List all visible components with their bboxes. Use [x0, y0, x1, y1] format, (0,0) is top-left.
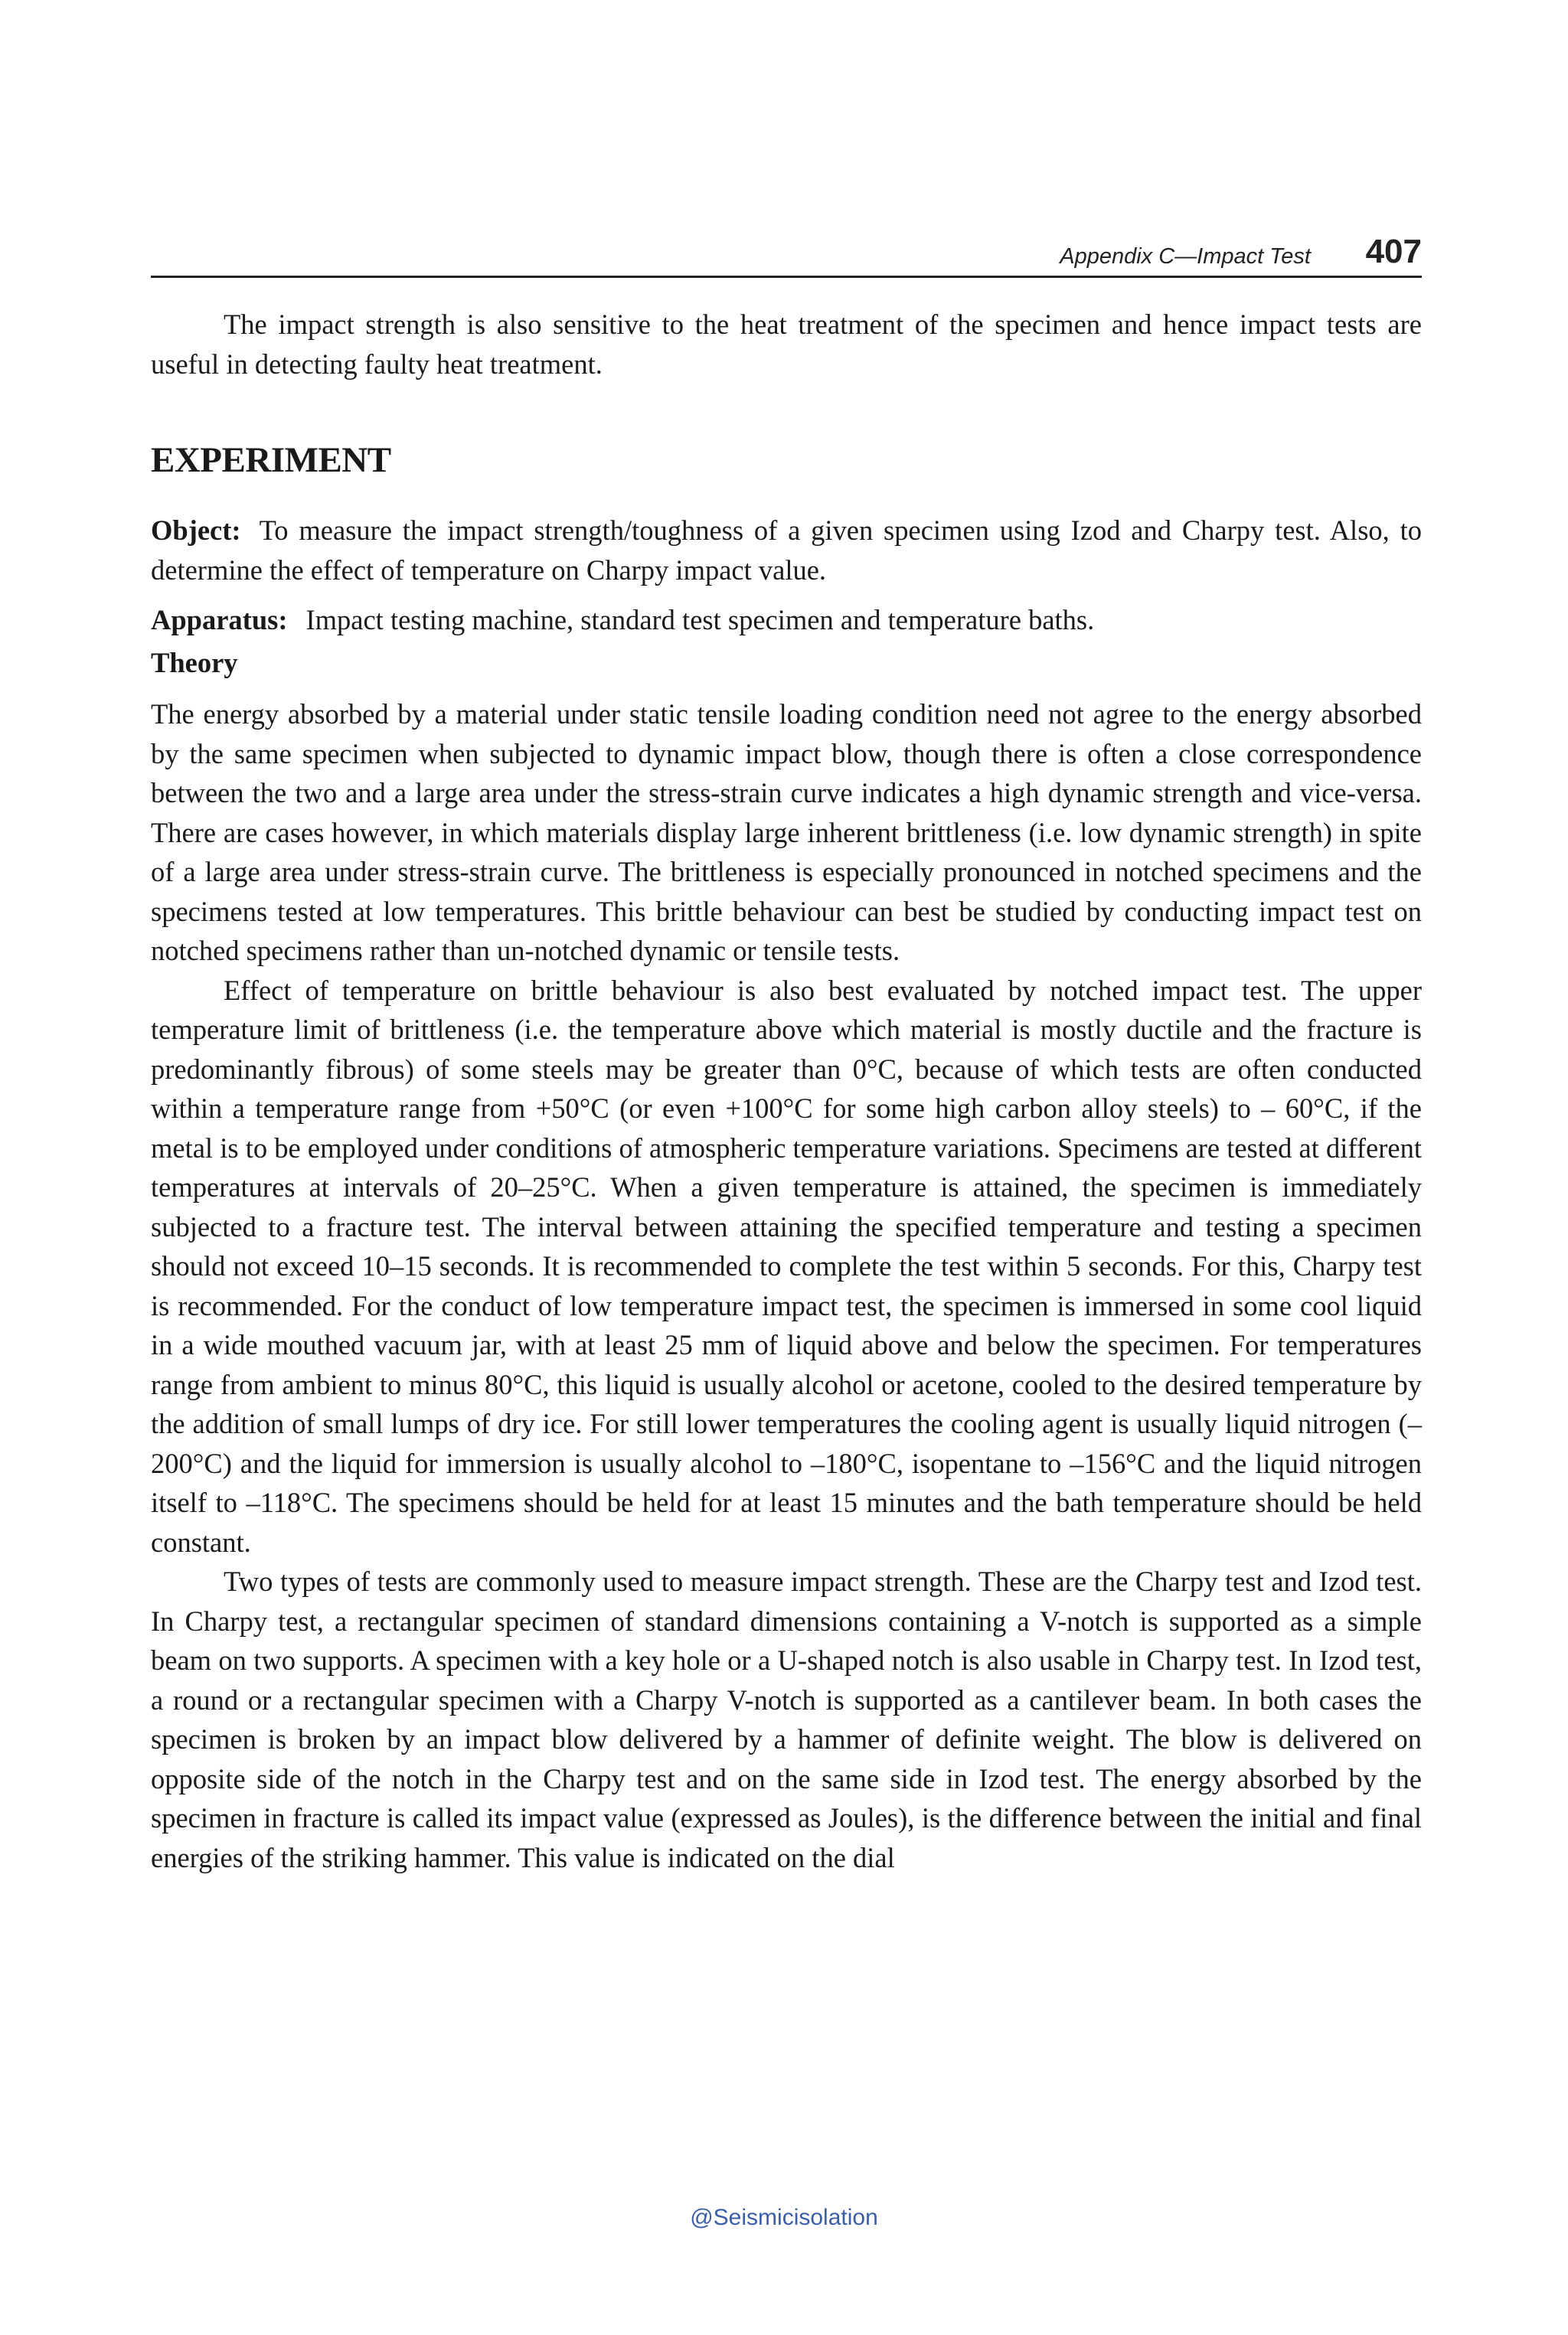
theory-heading: Theory — [151, 646, 238, 678]
object-text: To measure the impact strength/toughness of a given specimen using Izod and Charpy test. Also, to determine the effect of temperature on Charpy impact value. — [151, 514, 1422, 586]
page-body — [151, 305, 1422, 1877]
page-number: 407 — [1365, 233, 1422, 270]
object-label: Object: — [151, 514, 241, 546]
intro-paragraph: The impact strength is also sensitive to the heat treatment of the specimen and hence impact tests are useful in detecting faulty heat treatment. — [151, 309, 1422, 380]
section-heading: EXPERIMENT — [151, 440, 391, 480]
theory-paragraph: The energy absorbed by a material under static tensile loading condition need not agree to the energy absorbed by the same specimen when subjected to dynamic impact blow, though there is often a close correspondence between the two and a large area under the stress-strain curve indicates a high dynamic strength and vice-versa. There are cases however, in which materials display large inherent brittleness (i.e. low dynamic strength) in spite of a large area under stress-strain curve. The brittleness is especially pronounced in notched specimens and the specimens tested at low temperatures. This brittle behaviour can best be studied by conducting impact test on notched specimens rather than un-notched dynamic or tensile tests. — [151, 698, 1422, 966]
apparatus-paragraph — [151, 600, 1422, 640]
apparatus-label: Apparatus: — [151, 604, 288, 635]
watermark: @Seismicisolation — [690, 2205, 878, 2230]
page-header — [151, 227, 1422, 278]
apparatus-text: Impact testing machine, standard test specimen and temperature baths. — [305, 604, 1095, 635]
running-head: Appendix C—Impact Test — [1060, 244, 1311, 269]
object-paragraph — [151, 511, 1422, 589]
theory-paragraph: Two types of tests are commonly used to measure impact strength. These are the Charpy test and Izod test. In Charpy test, a rectangular specimen of standard dimensions containing a V-notch is supported as a simple beam on two supports. A specimen with a key hole or a U-shaped notch is also usable in Charpy test. In Izod test, a round or a rectangular specimen with a Charpy V-notch is supported as a cantilever beam. In both cases the specimen is broken by an impact blow delivered by a hammer of definite weight. The blow is delivered on opposite side of the notch in the Charpy test and on the same side in Izod test. The energy absorbed by the specimen in fracture is called its impact value (expressed as Joules), is the difference between the initial and final energies of the striking hammer. This value is indicated on the dial — [151, 1566, 1422, 1873]
theory-paragraph: Effect of temperature on brittle behaviour is also best evaluated by notched impact test. The upper temperature limit of brittleness (i.e. the temperature above which material is mostly ductile and the fracture is predominantly fibrous) of some steels may be greater than 0°C, because of which tests are often conducted within a temperature range from +50°C (or even +100°C for some high carbon alloy steels) to – 60°C, if the metal is to be employed under conditions of atmospheric temperature variations. Specimens are tested at different temperatures at intervals of 20–25°C. When a given temperature is attained, the specimen is immediately subjected to a fracture test. The interval between attaining the specified temperature and testing a specimen should not exceed 10–15 seconds. It is recommended to complete the test within 5 seconds. For this, Charpy test is recommended. For the conduct of low temperature impact test, the specimen is immersed in some cool liquid in a wide mouthed vacuum jar, with at least 25 mm of liquid above and below the specimen. For temperatures range from ambient to minus 80°C, this liquid is usually alcohol or acetone, cooled to the desired temperature by the addition of small lumps of dry ice. For still lower temperatures the cooling agent is usually liquid nitrogen (–200°C) and the liquid for immersion is usually alcohol to –180°C, isopentane to –156°C and the liquid nitrogen itself to –118°C. The specimens should be held for at least 15 minutes and the bath temperature should be held constant. — [151, 974, 1422, 1558]
